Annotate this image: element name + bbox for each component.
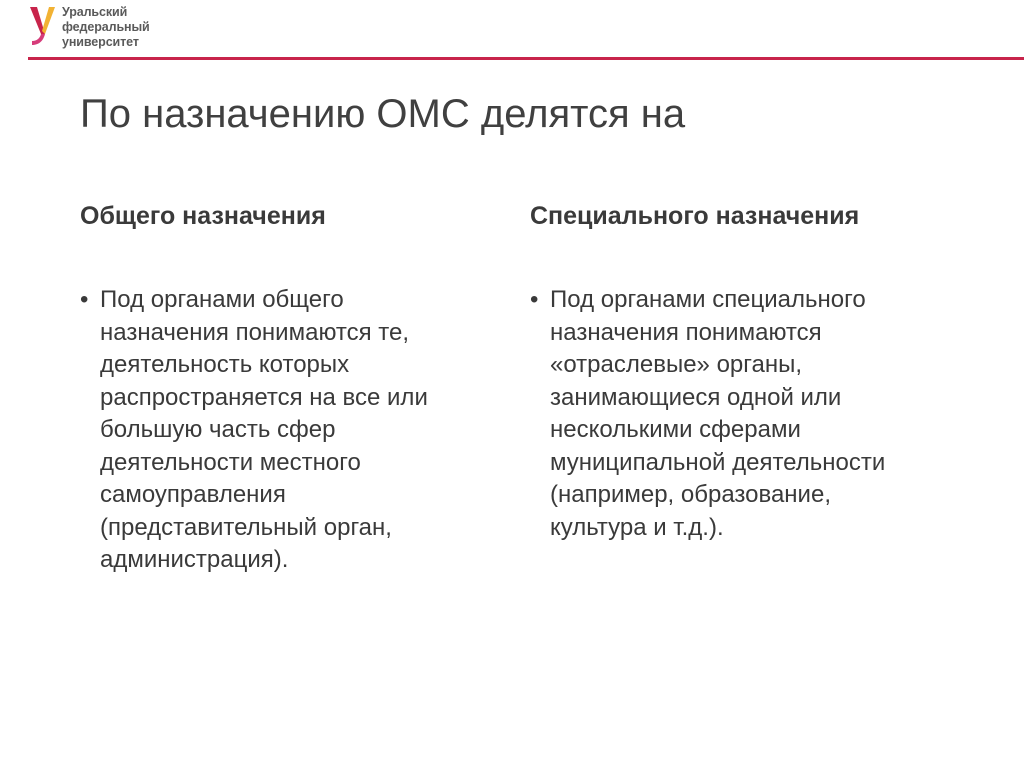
logo-line-2: федеральный: [62, 20, 150, 34]
bullet-line: муниципальной деятельности: [550, 448, 886, 476]
bullet-line: деятельность которых: [100, 351, 350, 378]
bullet-line: распространяется на все или: [100, 383, 428, 411]
university-logo: [28, 4, 150, 50]
column-special: [530, 196, 970, 541]
bullet-list: [530, 284, 960, 544]
column-heading: Общего назначения: [80, 202, 326, 230]
bullet-text: [550, 284, 960, 544]
bullet-line: Под органами специального: [550, 286, 866, 313]
column-heading: Специального назначения: [530, 202, 860, 230]
bullet-line: «отраслевые» органы,: [550, 351, 803, 378]
bullet-item: [530, 284, 960, 544]
header-divider: [28, 57, 1024, 60]
column-general: [80, 196, 500, 573]
bullet-line: самоуправления: [100, 481, 286, 508]
bullet-line: администрация).: [100, 546, 289, 573]
bullet-line: назначения понимаются те,: [100, 318, 410, 346]
logo-wordmark: [62, 5, 150, 50]
bullet-line: большую часть сфер: [100, 416, 336, 443]
bullet-line: (например, образование,: [550, 481, 831, 508]
slide-header: [0, 0, 1024, 62]
bullet-icon: •: [80, 286, 89, 313]
bullet-line: занимающиеся одной или: [550, 383, 842, 411]
logo-line-1: Уральский: [62, 5, 128, 19]
bullet-line: назначения понимаются: [550, 318, 822, 346]
bullet-line: несколькими сферами: [550, 416, 801, 443]
urfu-logo-icon: [28, 4, 58, 48]
bullet-list: [80, 284, 490, 577]
bullet-text: [100, 284, 490, 577]
bullet-item: [80, 284, 490, 577]
bullet-line: деятельности местного: [100, 448, 361, 476]
bullet-line: культура и т.д.).: [550, 513, 724, 541]
logo-line-3: университет: [62, 35, 139, 49]
bullet-line: (представительный орган,: [100, 513, 392, 541]
slide-title: По назначению ОМС делятся на: [80, 92, 686, 136]
bullet-line: Под органами общего: [100, 286, 344, 313]
bullet-icon: •: [530, 286, 539, 313]
